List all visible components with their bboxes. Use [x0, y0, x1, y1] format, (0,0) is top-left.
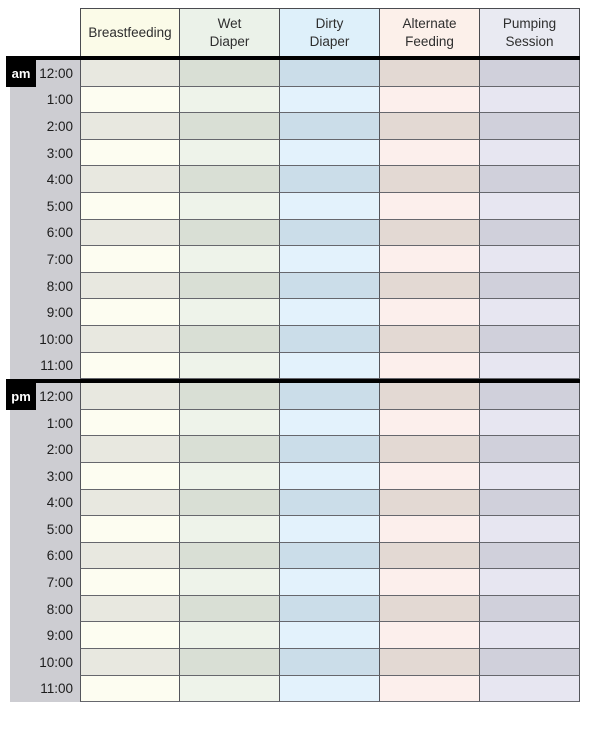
log-cell-dirty-diaper-300pm[interactable] [280, 463, 380, 490]
log-cell-dirty-diaper-400am[interactable] [280, 166, 380, 193]
log-cell-pumping-session-300am[interactable] [480, 140, 580, 167]
log-cell-pumping-session-300pm[interactable] [480, 463, 580, 490]
time-label: 6:00 [46, 548, 73, 564]
time-label: 7:00 [46, 251, 73, 267]
log-cell-pumping-session-1000pm[interactable] [480, 649, 580, 676]
column-header-alternate-feeding [380, 8, 480, 56]
time-cell-100-am [10, 87, 80, 114]
time-cell-300-pm [10, 463, 80, 490]
period-badge-pm: pm [6, 383, 36, 410]
log-cell-alternate-feeding-500pm[interactable] [380, 516, 480, 543]
log-cell-breastfeeding-300pm[interactable] [80, 463, 180, 490]
log-cell-alternate-feeding-100pm[interactable] [380, 410, 480, 437]
time-label: 1:00 [46, 415, 73, 431]
time-cell-100-pm [10, 410, 80, 437]
log-cell-wet-diaper-200am[interactable] [180, 113, 280, 140]
column-header-label: Dirty [315, 15, 344, 31]
time-cell-900-pm [10, 622, 80, 649]
log-cell-breastfeeding-200pm[interactable] [80, 436, 180, 463]
log-cell-dirty-diaper-700pm[interactable] [280, 569, 380, 596]
time-cell-500-pm [10, 516, 80, 543]
table-corner [10, 8, 80, 56]
log-cell-dirty-diaper-900am[interactable] [280, 299, 380, 326]
log-cell-dirty-diaper-600pm[interactable] [280, 543, 380, 570]
log-cell-pumping-session-900am[interactable] [480, 299, 580, 326]
log-cell-pumping-session-1100am[interactable] [480, 353, 580, 380]
log-cell-alternate-feeding-300pm[interactable] [380, 463, 480, 490]
log-cell-breastfeeding-1100am[interactable] [80, 353, 180, 380]
log-cell-wet-diaper-400am[interactable] [180, 166, 280, 193]
time-label: 12:00 [39, 388, 73, 404]
time-label: 8:00 [46, 278, 73, 294]
column-header-label: Diaper [309, 33, 350, 49]
log-cell-alternate-feeding-600am[interactable] [380, 220, 480, 247]
column-header-dirty-diaper [280, 8, 380, 56]
time-cell-400-pm [10, 490, 80, 517]
log-cell-dirty-diaper-600am[interactable] [280, 220, 380, 247]
log-cell-dirty-diaper-900pm[interactable] [280, 622, 380, 649]
log-cell-wet-diaper-1200pm[interactable] [180, 383, 280, 410]
log-cell-alternate-feeding-500am[interactable] [380, 193, 480, 220]
time-cell-900-am [10, 299, 80, 326]
log-cell-wet-diaper-600am[interactable] [180, 220, 280, 247]
time-cell-400-am [10, 166, 80, 193]
log-cell-wet-diaper-100pm[interactable] [180, 410, 280, 437]
log-cell-dirty-diaper-1000pm[interactable] [280, 649, 380, 676]
time-label: 6:00 [46, 225, 73, 241]
log-cell-pumping-session-500pm[interactable] [480, 516, 580, 543]
log-cell-pumping-session-400pm[interactable] [480, 490, 580, 517]
log-cell-breastfeeding-700pm[interactable] [80, 569, 180, 596]
time-cell-600-am [10, 220, 80, 247]
time-cell-1100-am [10, 353, 80, 380]
log-cell-alternate-feeding-400pm[interactable] [380, 490, 480, 517]
log-cell-alternate-feeding-700pm[interactable] [380, 569, 480, 596]
log-cell-breastfeeding-1000pm[interactable] [80, 649, 180, 676]
log-cell-alternate-feeding-300am[interactable] [380, 140, 480, 167]
log-cell-pumping-session-600pm[interactable] [480, 543, 580, 570]
log-cell-breastfeeding-100am[interactable] [80, 87, 180, 114]
time-label: 12:00 [39, 65, 73, 81]
log-cell-pumping-session-1200am[interactable] [480, 60, 580, 87]
log-cell-dirty-diaper-200am[interactable] [280, 113, 380, 140]
time-cell-1000-am [10, 326, 80, 353]
log-cell-breastfeeding-200am[interactable] [80, 113, 180, 140]
log-cell-pumping-session-200pm[interactable] [480, 436, 580, 463]
log-cell-breastfeeding-900pm[interactable] [80, 622, 180, 649]
log-cell-breastfeeding-600am[interactable] [80, 220, 180, 247]
time-cell-500-am [10, 193, 80, 220]
log-cell-wet-diaper-400pm[interactable] [180, 490, 280, 517]
log-cell-wet-diaper-300am[interactable] [180, 140, 280, 167]
log-cell-breastfeeding-600pm[interactable] [80, 543, 180, 570]
tracking-table [10, 8, 580, 702]
log-cell-wet-diaper-300pm[interactable] [180, 463, 280, 490]
log-cell-alternate-feeding-400am[interactable] [380, 166, 480, 193]
column-header-label: Feeding [405, 33, 454, 49]
log-cell-dirty-diaper-200pm[interactable] [280, 436, 380, 463]
column-header-label: Diaper [209, 33, 250, 49]
log-cell-breastfeeding-100pm[interactable] [80, 410, 180, 437]
log-cell-pumping-session-1000am[interactable] [480, 326, 580, 353]
log-cell-wet-diaper-1100am[interactable] [180, 353, 280, 380]
log-cell-alternate-feeding-1000am[interactable] [380, 326, 480, 353]
log-cell-wet-diaper-700pm[interactable] [180, 569, 280, 596]
time-cell-800-pm [10, 596, 80, 623]
time-label: 5:00 [46, 521, 73, 537]
log-cell-breastfeeding-1100pm[interactable] [80, 676, 180, 703]
log-cell-wet-diaper-600pm[interactable] [180, 543, 280, 570]
log-cell-pumping-session-1100pm[interactable] [480, 676, 580, 703]
log-cell-dirty-diaper-1100pm[interactable] [280, 676, 380, 703]
log-cell-pumping-session-800pm[interactable] [480, 596, 580, 623]
log-cell-pumping-session-700pm[interactable] [480, 569, 580, 596]
time-cell-1200-am [10, 60, 80, 87]
log-cell-wet-diaper-700am[interactable] [180, 246, 280, 273]
time-label: 2:00 [46, 442, 73, 458]
log-cell-breastfeeding-900am[interactable] [80, 299, 180, 326]
time-cell-200-am [10, 113, 80, 140]
time-cell-200-pm [10, 436, 80, 463]
log-cell-dirty-diaper-100pm[interactable] [280, 410, 380, 437]
time-label: 9:00 [46, 305, 73, 321]
period-badge-am: am [6, 60, 36, 87]
log-cell-alternate-feeding-1000pm[interactable] [380, 649, 480, 676]
log-cell-pumping-session-100am[interactable] [480, 87, 580, 114]
column-header-pumping-session [480, 8, 580, 56]
log-cell-dirty-diaper-1200am[interactable] [280, 60, 380, 87]
column-header-label: Wet [217, 15, 242, 31]
log-cell-alternate-feeding-900pm[interactable] [380, 622, 480, 649]
time-cell-300-am [10, 140, 80, 167]
log-cell-pumping-session-700am[interactable] [480, 246, 580, 273]
time-cell-600-pm [10, 543, 80, 570]
log-cell-breastfeeding-800pm[interactable] [80, 596, 180, 623]
log-cell-alternate-feeding-1100pm[interactable] [380, 676, 480, 703]
log-cell-wet-diaper-1200am[interactable] [180, 60, 280, 87]
log-cell-pumping-session-200am[interactable] [480, 113, 580, 140]
time-label: 4:00 [46, 172, 73, 188]
time-label: 9:00 [46, 628, 73, 644]
log-cell-dirty-diaper-300am[interactable] [280, 140, 380, 167]
column-header-wet-diaper [180, 8, 280, 56]
time-cell-700-pm [10, 569, 80, 596]
log-cell-wet-diaper-900am[interactable] [180, 299, 280, 326]
log-cell-breastfeeding-400am[interactable] [80, 166, 180, 193]
log-cell-wet-diaper-800am[interactable] [180, 273, 280, 300]
time-label: 3:00 [46, 145, 73, 161]
column-header-label: Alternate [402, 15, 457, 31]
time-cell-1200-pm [10, 383, 80, 410]
log-cell-wet-diaper-500pm[interactable] [180, 516, 280, 543]
time-label: 10:00 [39, 654, 73, 670]
time-label: 8:00 [46, 601, 73, 617]
log-cell-alternate-feeding-1200pm[interactable] [380, 383, 480, 410]
log-cell-alternate-feeding-200am[interactable] [380, 113, 480, 140]
log-cell-dirty-diaper-700am[interactable] [280, 246, 380, 273]
time-cell-800-am [10, 273, 80, 300]
log-cell-breastfeeding-300am[interactable] [80, 140, 180, 167]
time-label: 3:00 [46, 468, 73, 484]
log-cell-alternate-feeding-100am[interactable] [380, 87, 480, 114]
log-cell-dirty-diaper-800am[interactable] [280, 273, 380, 300]
time-label: 1:00 [46, 92, 73, 108]
log-cell-dirty-diaper-1200pm[interactable] [280, 383, 380, 410]
log-cell-alternate-feeding-800am[interactable] [380, 273, 480, 300]
log-cell-alternate-feeding-900am[interactable] [380, 299, 480, 326]
log-cell-dirty-diaper-500am[interactable] [280, 193, 380, 220]
time-label: 7:00 [46, 575, 73, 591]
log-cell-wet-diaper-1100pm[interactable] [180, 676, 280, 703]
log-cell-wet-diaper-1000pm[interactable] [180, 649, 280, 676]
column-header-breastfeeding [80, 8, 180, 56]
time-cell-1100-pm [10, 676, 80, 703]
log-cell-dirty-diaper-1000am[interactable] [280, 326, 380, 353]
log-cell-wet-diaper-900pm[interactable] [180, 622, 280, 649]
log-cell-alternate-feeding-800pm[interactable] [380, 596, 480, 623]
log-cell-wet-diaper-500am[interactable] [180, 193, 280, 220]
log-cell-pumping-session-800am[interactable] [480, 273, 580, 300]
time-label: 11:00 [40, 681, 73, 697]
log-cell-alternate-feeding-1100am[interactable] [380, 353, 480, 380]
time-label: 4:00 [46, 495, 73, 511]
log-cell-pumping-session-500am[interactable] [480, 193, 580, 220]
log-cell-breastfeeding-500am[interactable] [80, 193, 180, 220]
log-cell-alternate-feeding-1200am[interactable] [380, 60, 480, 87]
log-cell-breastfeeding-1200pm[interactable] [80, 383, 180, 410]
log-cell-dirty-diaper-1100am[interactable] [280, 353, 380, 380]
log-cell-breastfeeding-400pm[interactable] [80, 490, 180, 517]
time-cell-1000-pm [10, 649, 80, 676]
log-cell-breastfeeding-500pm[interactable] [80, 516, 180, 543]
log-cell-alternate-feeding-700am[interactable] [380, 246, 480, 273]
log-cell-wet-diaper-1000am[interactable] [180, 326, 280, 353]
time-label: 5:00 [46, 198, 73, 214]
log-cell-dirty-diaper-400pm[interactable] [280, 490, 380, 517]
log-cell-alternate-feeding-600pm[interactable] [380, 543, 480, 570]
log-cell-breastfeeding-700am[interactable] [80, 246, 180, 273]
log-cell-wet-diaper-200pm[interactable] [180, 436, 280, 463]
log-cell-pumping-session-100pm[interactable] [480, 410, 580, 437]
log-cell-pumping-session-1200pm[interactable] [480, 383, 580, 410]
log-cell-wet-diaper-100am[interactable] [180, 87, 280, 114]
log-cell-dirty-diaper-500pm[interactable] [280, 516, 380, 543]
log-cell-breastfeeding-1000am[interactable] [80, 326, 180, 353]
time-cell-700-am [10, 246, 80, 273]
log-cell-dirty-diaper-100am[interactable] [280, 87, 380, 114]
column-header-label: Pumping [502, 15, 557, 31]
log-cell-dirty-diaper-800pm[interactable] [280, 596, 380, 623]
time-label: 11:00 [40, 358, 73, 374]
log-cell-breastfeeding-1200am[interactable] [80, 60, 180, 87]
log-cell-breastfeeding-800am[interactable] [80, 273, 180, 300]
time-label: 10:00 [39, 331, 73, 347]
log-cell-pumping-session-600am[interactable] [480, 220, 580, 247]
column-header-label: Session [505, 33, 554, 49]
log-cell-alternate-feeding-200pm[interactable] [380, 436, 480, 463]
time-label: 2:00 [46, 118, 73, 134]
log-cell-pumping-session-400am[interactable] [480, 166, 580, 193]
log-cell-pumping-session-900pm[interactable] [480, 622, 580, 649]
column-header-label: Breastfeeding [88, 24, 172, 40]
log-cell-wet-diaper-800pm[interactable] [180, 596, 280, 623]
